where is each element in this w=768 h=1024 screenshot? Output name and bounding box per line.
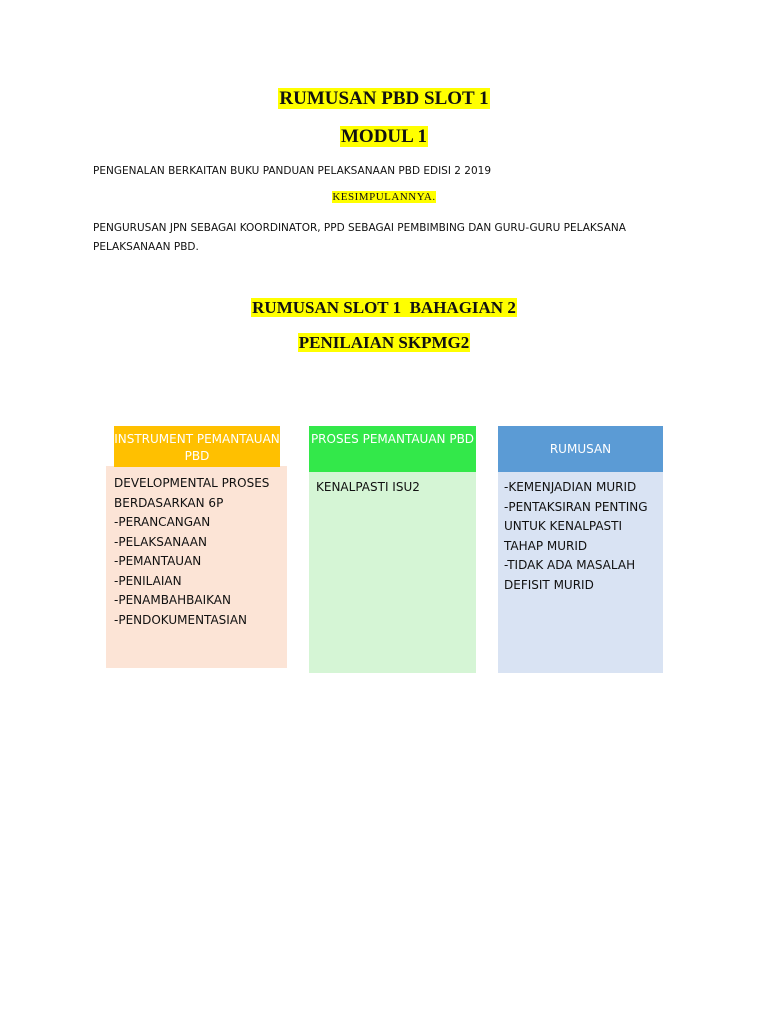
section2-subtitle: PENILAIAN SKPMG2: [298, 333, 470, 352]
kesimpulan-label: KESIMPULANNYA.: [332, 191, 436, 203]
section2-title: RUMUSAN SLOT 1 BAHAGIAN 2: [252, 298, 516, 317]
proses-list: [316, 478, 471, 498]
proses-box: [309, 472, 476, 673]
main-title: RUMUSAN PBD SLOT 1: [279, 88, 489, 109]
list-item: DEVELOPMENTAL PROSES BERDASARKAN 6P: [114, 476, 270, 510]
instrument-header: INSTRUMENT PEMANTAUAN PBD: [114, 426, 280, 467]
modul-title: MODUL 1: [340, 126, 428, 147]
kesimpulan-text: PENGURUSAN JPN SEBAGAI KOORDINATOR, PPD SEBAGAI PEMBIMBING DAN GURU-GURU PELAKSANA PELAKSANAAN PBD.: [93, 222, 626, 253]
list-item: -PENTAKSIRAN PENTING UNTUK KENALPASTI TAHAP MURID: [504, 499, 648, 553]
list-item: -KEMENJADIAN MURID: [504, 480, 637, 494]
rumusan-list: [504, 478, 659, 595]
rumusan-header: RUMUSAN: [498, 426, 663, 472]
list-item: -PENILAIAN: [114, 573, 182, 588]
instrument-list: [114, 474, 284, 630]
proses-header: PROSES PEMANTAUAN PBD: [309, 426, 476, 472]
list-item: -TIDAK ADA MASALAH DEFISIT MURID: [504, 558, 636, 592]
list-item: -PELAKSANAAN: [114, 534, 207, 549]
list-item: -PERANCANGAN: [114, 515, 211, 529]
list-item: KENALPASTI ISU2: [316, 480, 420, 494]
list-item: -PEMANTAUAN: [114, 554, 202, 568]
list-item: -PENDOKUMENTASIAN: [114, 612, 248, 627]
list-item: -PENAMBAHBAIKAN: [114, 593, 231, 607]
intro-text: PENGENALAN BERKAITAN BUKU PANDUAN PELAKSANAAN PBD EDISI 2 2019: [93, 165, 492, 177]
